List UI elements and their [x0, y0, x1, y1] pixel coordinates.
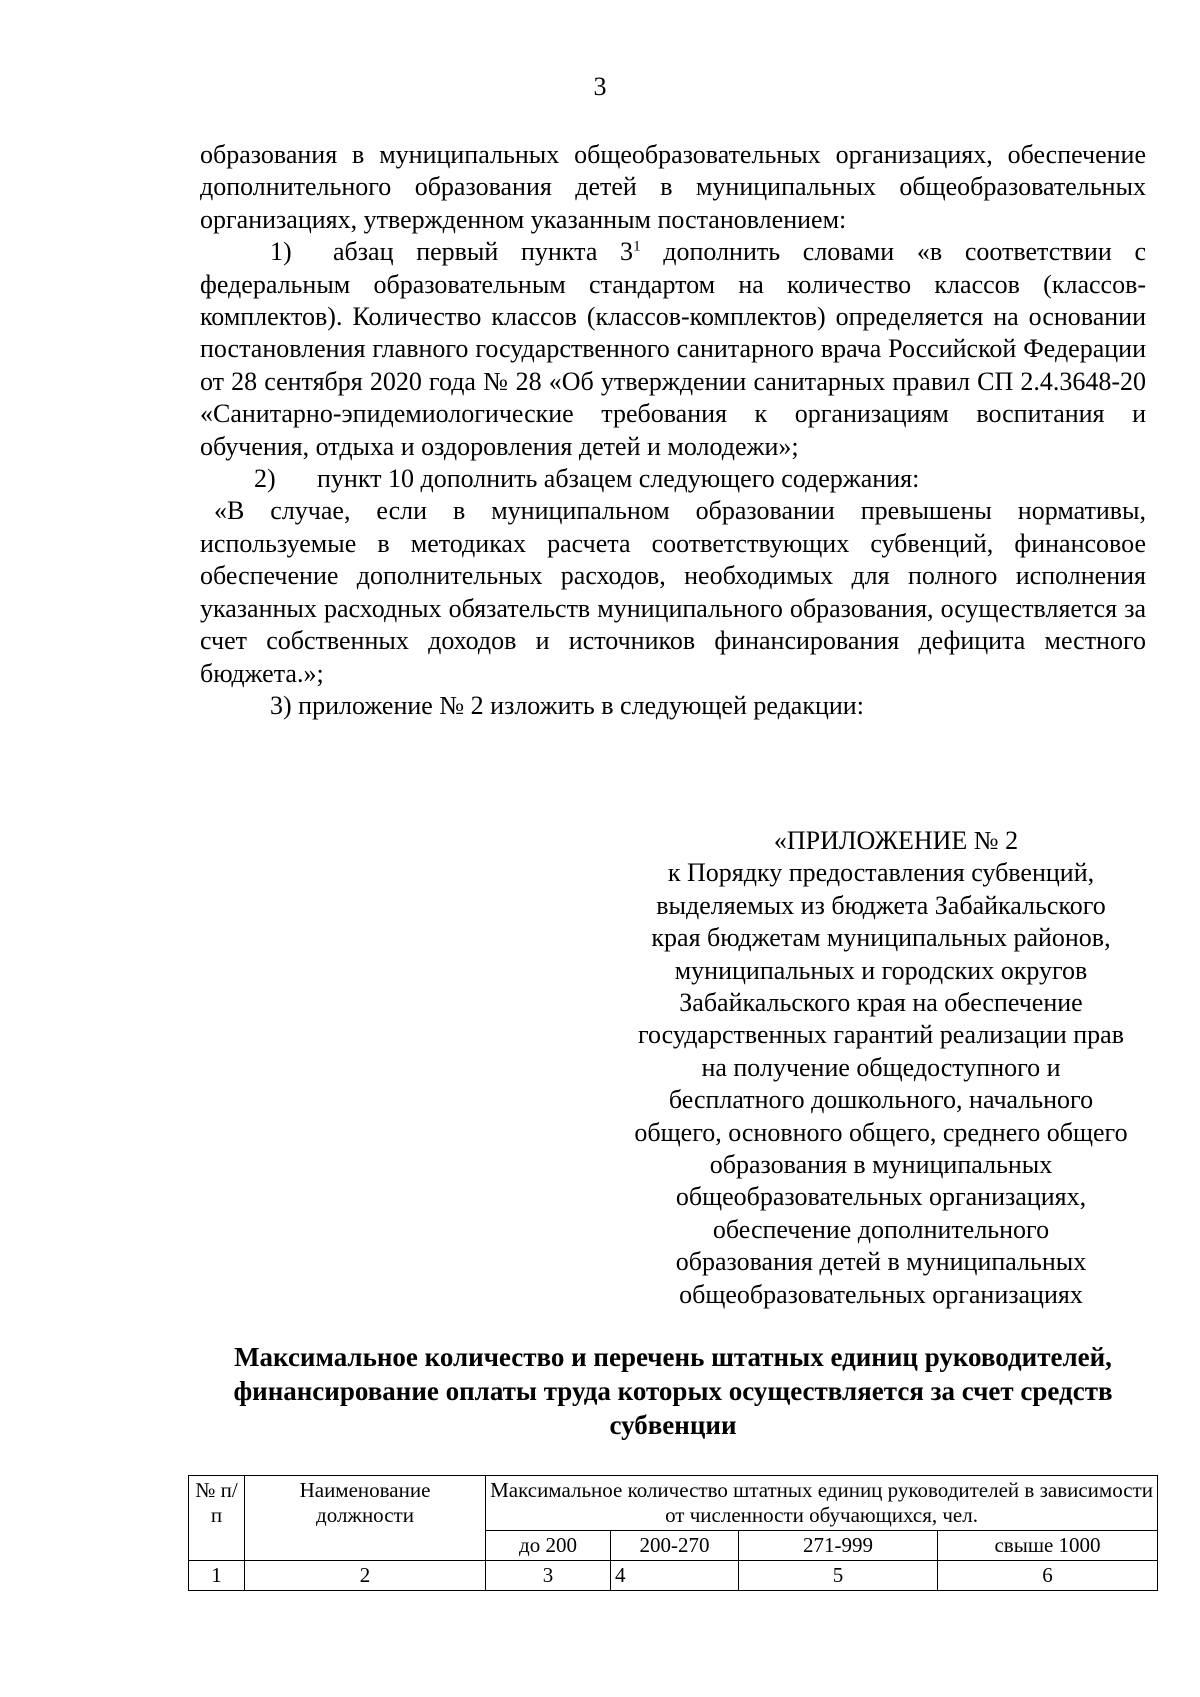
appendix-line: к Порядку предоставления субвенций, [667, 858, 1095, 888]
range-cell: 271-999 [739, 1531, 938, 1561]
document-body [200, 139, 1146, 722]
staff-table [188, 1475, 1158, 1591]
heading-line: Максимальное количество и перечень штатных единиц руководителей, [234, 1342, 1112, 1372]
appendix-line: на получение общедоступного и [701, 1052, 1061, 1082]
appendix-line: края бюджетам муниципальных районов, [651, 923, 1111, 953]
appendix-line: образования детей в муниципальных [675, 1247, 1087, 1277]
appendix-line: Забайкальского края на обеспечение [679, 988, 1083, 1018]
index-cell: 3 [486, 1561, 611, 1591]
appendix-title: «ПРИЛОЖЕНИЕ № 2 [773, 826, 1019, 855]
page-number: 3 [593, 72, 607, 101]
item-1-text-a: абзац первый пункта 3 [333, 237, 634, 267]
item-1-label: 1) [270, 237, 292, 267]
appendix-line: общего, основного общего, среднего общего [634, 1117, 1128, 1147]
appendix-block [596, 825, 1166, 1311]
item-1-text-b: дополнить словами «в соответствии с федеральным образовательным стандартом на количество классов (классов-комплектов). Количество классов (классов-комплектов) определяется на основании постановления главного государственного санитарного врача Российской Федерации от 28 сентября 2020 года № 28 «Об утверждении санитарных правил СП 2.4.3648-20 «Санитарно-эпидемиологические требования к организациям воспитания и обучения, отдыха и оздоровления детей и молодежи»; [200, 237, 1146, 461]
paragraph-item-2 [200, 463, 1146, 495]
table-heading [200, 1340, 1146, 1442]
index-cell: 1 [189, 1561, 245, 1591]
table-index-row [189, 1561, 1158, 1591]
appendix-line: муниципальных и городских округов [674, 955, 1088, 985]
item-2-label: 2) [254, 464, 276, 494]
appendix-line: обеспечение дополнительного [712, 1214, 1050, 1244]
index-cell: 6 [938, 1561, 1158, 1591]
appendix-line: выделяемых из бюджета Забайкальского [656, 890, 1106, 920]
appendix-line: бесплатного дошкольного, начального [668, 1085, 1094, 1115]
table-header-row [189, 1476, 1158, 1531]
index-cell: 2 [245, 1561, 486, 1591]
appendix-line: государственных гарантий реализации прав [637, 1020, 1124, 1050]
item-2-text: пункт 10 дополнить абзацем следующего содержания: [317, 464, 920, 494]
appendix-line: образования в муниципальных [709, 1150, 1053, 1180]
index-cell: 4 [611, 1561, 739, 1591]
range-cell: свыше 1000 [938, 1531, 1158, 1561]
header-position: Наименование должности [245, 1476, 486, 1561]
heading-line: субвенции [609, 1410, 737, 1440]
index-cell: 5 [739, 1561, 938, 1591]
range-cell: 200-270 [611, 1531, 739, 1561]
paragraph-intro: образования в муниципальных общеобразовательных организациях, обеспечение дополнительного образования детей в муниципальных общеобразовательных организациях, утвержденном указанным постановлением: [200, 140, 1146, 234]
paragraph-item-1 [200, 236, 1146, 463]
appendix-line: общеобразовательных организациях [679, 1279, 1083, 1309]
heading-line: финансирование оплаты труда которых осуществляется за счет средств [233, 1376, 1113, 1406]
header-max-units: Максимальное количество штатных единиц руководителей в зависимости от численности обучающихся, чел. [486, 1476, 1158, 1531]
item-1-superscript: 1 [633, 238, 641, 255]
range-cell: до 200 [486, 1531, 611, 1561]
header-number: № п/п [189, 1476, 245, 1561]
paragraph-quote: «В случае, если в муниципальном образовании превышены нормативы, используемые в методиках расчета соответствующих субвенций, финансовое обеспечение дополнительных расходов, необходимых для полного исполнения указанных расходных обязательств муниципального образования, осуществляется за счет собственных доходов и источников финансирования дефицита местного бюджета.»; [200, 496, 1146, 688]
appendix-line: общеобразовательных организациях, [675, 1182, 1087, 1212]
paragraph-item-3: 3) приложение № 2 изложить в следующей редакции: [270, 690, 864, 720]
